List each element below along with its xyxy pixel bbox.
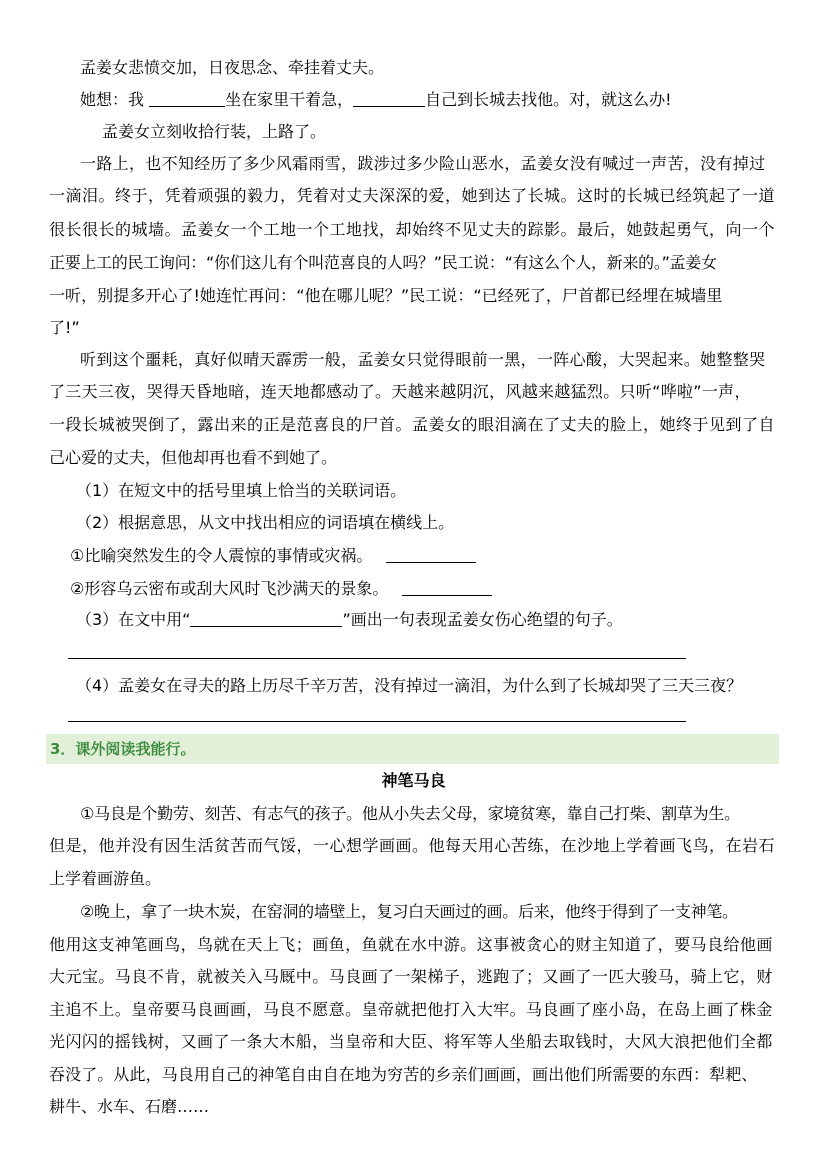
question-3: [76, 610, 623, 630]
question-1: （1）在短文中的括号里填上恰当的关联词语。: [76, 481, 407, 500]
passage-line: 一滴泪。终于，凭着顽强的毅力，凭着对丈夫深深的爱，她到达了长城。这时的长城已经筑起了一道: [49, 186, 776, 205]
answer-blank[interactable]: [353, 90, 425, 107]
question-4: （4）孟姜女在寻夫的路上历尽千辛万苦，没有掉过一滴泪，为什么到了长城却哭了三天三夜？: [76, 676, 743, 695]
story-line: 上学着画游鱼。: [49, 869, 162, 888]
story-line: 吞没了。从此，马良用自己的神笔自由自在地为穷苦的乡亲们画画，画出他们所需要的东西：犁耙、: [49, 1065, 758, 1084]
text-segment: 她想：我: [80, 90, 145, 109]
text-segment: 自己到长城去找他。对，就这么办!: [425, 90, 672, 109]
question-text: ”画出一句表现孟姜女伤心绝望的句子。: [342, 610, 623, 629]
question-2b: [70, 579, 492, 599]
question-text: （3）在文中用“: [76, 610, 191, 629]
passage-line: 很长很长的城墙。孟姜女一个工地一个工地找，却始终不见丈夫的踪影。最后，她鼓起勇气，向一个: [49, 220, 776, 239]
story-line: 大元宝。马良不肯，就被关入马厩中。马良画了一架梯子，逃跑了；又画了一匹大骏马，骑上它，财: [49, 967, 773, 986]
passage-line: 了!”: [49, 318, 80, 337]
section-heading: 3．课外阅读我能行。: [50, 740, 196, 758]
underline-sample: [190, 610, 342, 627]
story-title: 神笔马良: [381, 771, 446, 790]
story-line: ①马良是个勤劳、刻苦、有志气的孩子。他从小失去父母，家境贫寒，靠自己打柴、割草为生。: [80, 804, 740, 823]
story-line: 他用这支神笔画鸟，鸟就在天上飞；画鱼，鱼就在水中游。这事被贪心的财主知道了，要马良给他画: [49, 935, 773, 954]
story-line: 主追不上。皇帝要马良画画，马良不愿意。皇帝就把他打入大牢。马良画了座小岛，在岛上画了株金: [49, 1000, 773, 1019]
answer-blank[interactable]: [149, 90, 225, 107]
passage-line: 一段长城被哭倒了，露出来的正是范喜良的尸首。孟姜女的眼泪滴在了丈夫的脸上，她终于见到了自: [49, 415, 776, 434]
passage-line-blanks: [80, 90, 672, 110]
passage-line: 孟姜女悲愤交加，日夜思念、牵挂着丈夫。: [80, 58, 385, 77]
answer-blank[interactable]: [386, 546, 476, 563]
passage-line: 己心爱的丈夫，但他却再也看不到她了。: [49, 448, 338, 467]
story-line: 耕牛、水车、石磨……: [49, 1097, 210, 1116]
question-text: ②形容乌云密布或刮大风时飞沙满天的景象。: [70, 579, 389, 598]
story-line: 但是，他并没有因生活贫苦而气馁，一心想学画画。他每天用心苦练，在沙地上学着画飞鸟，在岩石: [49, 836, 776, 855]
answer-line[interactable]: [68, 721, 686, 722]
passage-line: 孟姜女立刻收拾行装，上路了。: [102, 122, 327, 141]
text-segment: 坐在家里干着急，: [225, 90, 354, 109]
question-text: ①比喻突然发生的令人震惊的事情或灾祸。: [70, 546, 373, 565]
question-2: （2）根据意思，从文中找出相应的词语填在横线上。: [76, 513, 455, 532]
story-line: ②晚上，拿了一块木炭，在窑洞的墙壁上，复习白天画过的画。后来，他终于得到了一支神笔。: [80, 902, 738, 921]
answer-blank[interactable]: [402, 579, 492, 596]
passage-line: 了三天三夜，哭得天昏地暗，连天地都感动了。天越来越阴沉，风越来越猛烈。只听“哗啦”一声，: [49, 382, 751, 401]
answer-line[interactable]: [68, 658, 686, 659]
question-2a: [70, 546, 476, 566]
passage-line: 一路上，也不知经历了多少风霜雨雪，跋涉过多少险山恶水，孟姜女没有喊过一声苦，没有掉过: [80, 154, 766, 173]
passage-line: 一听，别提多开心了!她连忙再问：“他在哪儿呢？”民工说：“已经死了，尸首都已经埋在城墙里: [49, 286, 723, 305]
passage-line: 正要上工的民工询问：“你们这儿有个叫范喜良的人吗？”民工说：“有这么个人，新来的。”孟姜女: [49, 253, 717, 272]
story-line: 光闪闪的摇钱树，又画了一条大木船，当皇帝和大臣、将军等人坐船去取钱时，大风大浪把他们全都: [49, 1032, 773, 1051]
passage-line: 听到这个噩耗，真好似晴天霹雳一般，孟姜女只觉得眼前一黑，一阵心酸，大哭起来。她整整哭: [80, 350, 766, 369]
